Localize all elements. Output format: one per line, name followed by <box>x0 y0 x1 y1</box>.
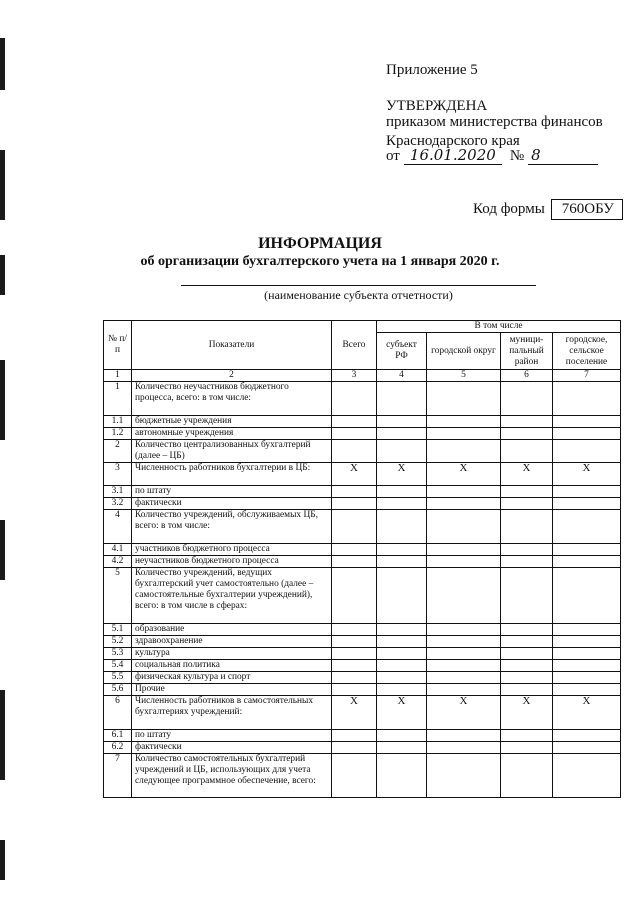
empty-value-cell <box>332 730 377 742</box>
empty-value-cell <box>377 672 427 684</box>
empty-value-cell <box>553 684 621 696</box>
empty-value-cell <box>501 636 553 648</box>
empty-value-cell <box>377 684 427 696</box>
date-prefix: от <box>386 148 400 164</box>
empty-value-cell <box>332 742 377 754</box>
empty-value-cell <box>332 428 377 440</box>
empty-value-cell <box>501 624 553 636</box>
empty-value-cell <box>377 544 427 556</box>
row-number: 2 <box>104 440 132 463</box>
empty-value-cell <box>332 556 377 568</box>
table-row <box>104 672 621 684</box>
empty-value-cell <box>553 660 621 672</box>
form-code-label: Код формы <box>473 201 545 217</box>
empty-value-cell <box>377 636 427 648</box>
x-mark-cell: Х <box>501 463 553 486</box>
col-head-subject: субъект РФ <box>377 333 427 370</box>
order-date-handwritten: 16.01.2020 <box>404 146 502 165</box>
empty-value-cell <box>501 544 553 556</box>
document-subtitle: об организации бухгалтерского учета на 1 января 2020 г. <box>140 254 500 269</box>
scan-edge-mark <box>0 520 5 580</box>
empty-value-cell <box>377 730 427 742</box>
empty-value-cell <box>427 684 501 696</box>
table-row <box>104 510 621 544</box>
empty-value-cell <box>501 486 553 498</box>
row-label: Прочие <box>132 684 332 696</box>
table-row <box>104 382 621 416</box>
empty-value-cell <box>377 498 427 510</box>
empty-value-cell <box>377 440 427 463</box>
form-code-value: 760ОБУ <box>551 199 623 220</box>
col-number: 7 <box>553 370 621 382</box>
empty-value-cell <box>377 660 427 672</box>
table-row <box>104 568 621 624</box>
empty-value-cell <box>553 510 621 544</box>
empty-value-cell <box>501 730 553 742</box>
row-label: образование <box>132 624 332 636</box>
row-number: 1.2 <box>104 428 132 440</box>
empty-value-cell <box>332 486 377 498</box>
row-label: Количество неучастников бюджетного процесса, всего: в том числе: <box>132 382 332 416</box>
empty-value-cell <box>332 648 377 660</box>
empty-value-cell <box>377 624 427 636</box>
empty-value-cell <box>332 440 377 463</box>
table-row <box>104 636 621 648</box>
empty-value-cell <box>501 416 553 428</box>
row-number: 4.2 <box>104 556 132 568</box>
table-row <box>104 440 621 463</box>
empty-value-cell <box>553 382 621 416</box>
empty-value-cell <box>377 486 427 498</box>
row-number: 1 <box>104 382 132 416</box>
order-number-handwritten: 8 <box>528 146 598 165</box>
row-number: 5.5 <box>104 672 132 684</box>
empty-value-cell <box>332 672 377 684</box>
row-label: Количество централизованных бухгалтерий (далее – ЦБ) <box>132 440 332 463</box>
table-row <box>104 660 621 672</box>
empty-value-cell <box>427 544 501 556</box>
empty-value-cell <box>332 544 377 556</box>
empty-value-cell <box>427 672 501 684</box>
x-mark-cell: Х <box>332 463 377 486</box>
number-prefix: № <box>509 148 525 164</box>
scan-edge-mark <box>0 360 5 440</box>
empty-value-cell <box>427 730 501 742</box>
subject-name-line <box>181 285 536 286</box>
empty-value-cell <box>427 660 501 672</box>
empty-value-cell <box>427 498 501 510</box>
row-label: бюджетные учреждения <box>132 416 332 428</box>
table-row <box>104 416 621 428</box>
table-row <box>104 730 621 742</box>
empty-value-cell <box>553 498 621 510</box>
row-label: Численность работников в самостоятельных бухгалтериях учреждений: <box>132 696 332 730</box>
table-row <box>104 696 621 730</box>
col-head-municipal-district: муници-пальный район <box>501 333 553 370</box>
scan-edge-mark <box>0 690 5 780</box>
table-row <box>104 648 621 660</box>
empty-value-cell <box>553 754 621 798</box>
empty-value-cell <box>553 648 621 660</box>
row-number: 5.3 <box>104 648 132 660</box>
empty-value-cell <box>377 742 427 754</box>
empty-value-cell <box>501 382 553 416</box>
empty-value-cell <box>553 672 621 684</box>
empty-value-cell <box>501 498 553 510</box>
row-number: 3.2 <box>104 498 132 510</box>
empty-value-cell <box>501 660 553 672</box>
col-number: 4 <box>377 370 427 382</box>
scan-edge-mark <box>0 38 5 90</box>
empty-value-cell <box>553 486 621 498</box>
approved-label: УТВЕРЖДЕНА <box>386 98 488 114</box>
empty-value-cell <box>553 624 621 636</box>
empty-value-cell <box>501 510 553 544</box>
empty-value-cell <box>332 684 377 696</box>
empty-value-cell <box>427 416 501 428</box>
empty-value-cell <box>553 730 621 742</box>
empty-value-cell <box>501 754 553 798</box>
empty-value-cell <box>501 556 553 568</box>
empty-value-cell <box>427 510 501 544</box>
table-row <box>104 556 621 568</box>
empty-value-cell <box>553 636 621 648</box>
row-label: социальная политика <box>132 660 332 672</box>
x-mark-cell: Х <box>553 463 621 486</box>
row-label: автономные учреждения <box>132 428 332 440</box>
empty-value-cell <box>427 568 501 624</box>
empty-value-cell <box>377 428 427 440</box>
row-number: 3.1 <box>104 486 132 498</box>
row-number: 5.6 <box>104 684 132 696</box>
col-number: 6 <box>501 370 553 382</box>
x-mark-cell: Х <box>332 696 377 730</box>
empty-value-cell <box>332 754 377 798</box>
table-row <box>104 742 621 754</box>
col-head-indicators: Показатели <box>132 321 332 370</box>
row-number: 1.1 <box>104 416 132 428</box>
col-head-num: № п/п <box>104 321 132 370</box>
row-number: 6.1 <box>104 730 132 742</box>
row-label: физическая культура и спорт <box>132 672 332 684</box>
empty-value-cell <box>377 510 427 544</box>
col-head-city-district: городской округ <box>427 333 501 370</box>
empty-value-cell <box>427 636 501 648</box>
empty-value-cell <box>332 498 377 510</box>
table-row <box>104 428 621 440</box>
table-row <box>104 754 621 798</box>
col-head-including: В том числе <box>377 321 621 333</box>
empty-value-cell <box>427 742 501 754</box>
table-row <box>104 544 621 556</box>
row-label: Количество учреждений, ведущих бухгалтерский учет самостоятельно (далее – самостоятельные бухгалтерии учреждений), всего: в том числе в сферах: <box>132 568 332 624</box>
table-row <box>104 624 621 636</box>
empty-value-cell <box>553 416 621 428</box>
empty-value-cell <box>501 742 553 754</box>
approval-order-text: приказом министерства финансов Краснодарского края <box>386 114 603 149</box>
empty-value-cell <box>427 428 501 440</box>
column-number-row <box>104 370 621 382</box>
row-label: по штату <box>132 730 332 742</box>
empty-value-cell <box>332 660 377 672</box>
col-number: 1 <box>104 370 132 382</box>
table-row <box>104 498 621 510</box>
table-row <box>104 684 621 696</box>
subject-name-caption: (наименование субъекта отчетности) <box>264 288 453 302</box>
col-number: 3 <box>332 370 377 382</box>
empty-value-cell <box>377 648 427 660</box>
x-mark-cell: Х <box>553 696 621 730</box>
empty-value-cell <box>553 742 621 754</box>
empty-value-cell <box>427 486 501 498</box>
row-number: 5 <box>104 568 132 624</box>
empty-value-cell <box>501 684 553 696</box>
table-row <box>104 463 621 486</box>
row-label: по штату <box>132 486 332 498</box>
row-label: фактически <box>132 498 332 510</box>
row-number: 4.1 <box>104 544 132 556</box>
empty-value-cell <box>332 636 377 648</box>
row-label: фактически <box>132 742 332 754</box>
row-label: Количество самостоятельных бухгалтерий учреждений и ЦБ, использующих для учета следующее программное обеспечение, всего: <box>132 754 332 798</box>
info-table <box>103 320 621 798</box>
row-number: 4 <box>104 510 132 544</box>
x-mark-cell: Х <box>377 463 427 486</box>
empty-value-cell <box>427 556 501 568</box>
col-number: 2 <box>132 370 332 382</box>
col-head-settlement: городское, сельское поселение <box>553 333 621 370</box>
empty-value-cell <box>501 428 553 440</box>
form-code <box>473 199 623 220</box>
empty-value-cell <box>553 428 621 440</box>
row-label: Количество учреждений, обслуживаемых ЦБ, всего: в том числе: <box>132 510 332 544</box>
row-number: 6.2 <box>104 742 132 754</box>
row-number: 6 <box>104 696 132 730</box>
row-label: участников бюджетного процесса <box>132 544 332 556</box>
empty-value-cell <box>377 556 427 568</box>
row-number: 3 <box>104 463 132 486</box>
x-mark-cell: Х <box>427 463 501 486</box>
empty-value-cell <box>553 556 621 568</box>
col-head-total: Всего <box>332 321 377 370</box>
order-date-line <box>386 146 598 165</box>
scan-edge-mark <box>0 840 5 880</box>
empty-value-cell <box>332 624 377 636</box>
empty-value-cell <box>332 510 377 544</box>
empty-value-cell <box>332 568 377 624</box>
row-number: 7 <box>104 754 132 798</box>
empty-value-cell <box>427 440 501 463</box>
col-number: 5 <box>427 370 501 382</box>
x-mark-cell: Х <box>501 696 553 730</box>
empty-value-cell <box>553 544 621 556</box>
empty-value-cell <box>332 382 377 416</box>
empty-value-cell <box>377 416 427 428</box>
x-mark-cell: Х <box>377 696 427 730</box>
empty-value-cell <box>501 648 553 660</box>
empty-value-cell <box>427 754 501 798</box>
appendix-label: Приложение 5 <box>386 62 478 78</box>
empty-value-cell <box>332 416 377 428</box>
row-label: культура <box>132 648 332 660</box>
table-row <box>104 486 621 498</box>
row-number: 5.2 <box>104 636 132 648</box>
empty-value-cell <box>501 672 553 684</box>
row-label: Численность работников бухгалтерии в ЦБ: <box>132 463 332 486</box>
empty-value-cell <box>377 568 427 624</box>
empty-value-cell <box>427 382 501 416</box>
empty-value-cell <box>553 440 621 463</box>
empty-value-cell <box>501 568 553 624</box>
x-mark-cell: Х <box>427 696 501 730</box>
scan-edge-mark <box>0 150 5 220</box>
empty-value-cell <box>427 624 501 636</box>
empty-value-cell <box>377 754 427 798</box>
empty-value-cell <box>501 440 553 463</box>
row-label: неучастников бюджетного процесса <box>132 556 332 568</box>
empty-value-cell <box>553 568 621 624</box>
empty-value-cell <box>377 382 427 416</box>
row-number: 5.4 <box>104 660 132 672</box>
document-title: ИНФОРМАЦИЯ <box>258 235 382 252</box>
row-label: здравоохранение <box>132 636 332 648</box>
empty-value-cell <box>427 648 501 660</box>
row-number: 5.1 <box>104 624 132 636</box>
